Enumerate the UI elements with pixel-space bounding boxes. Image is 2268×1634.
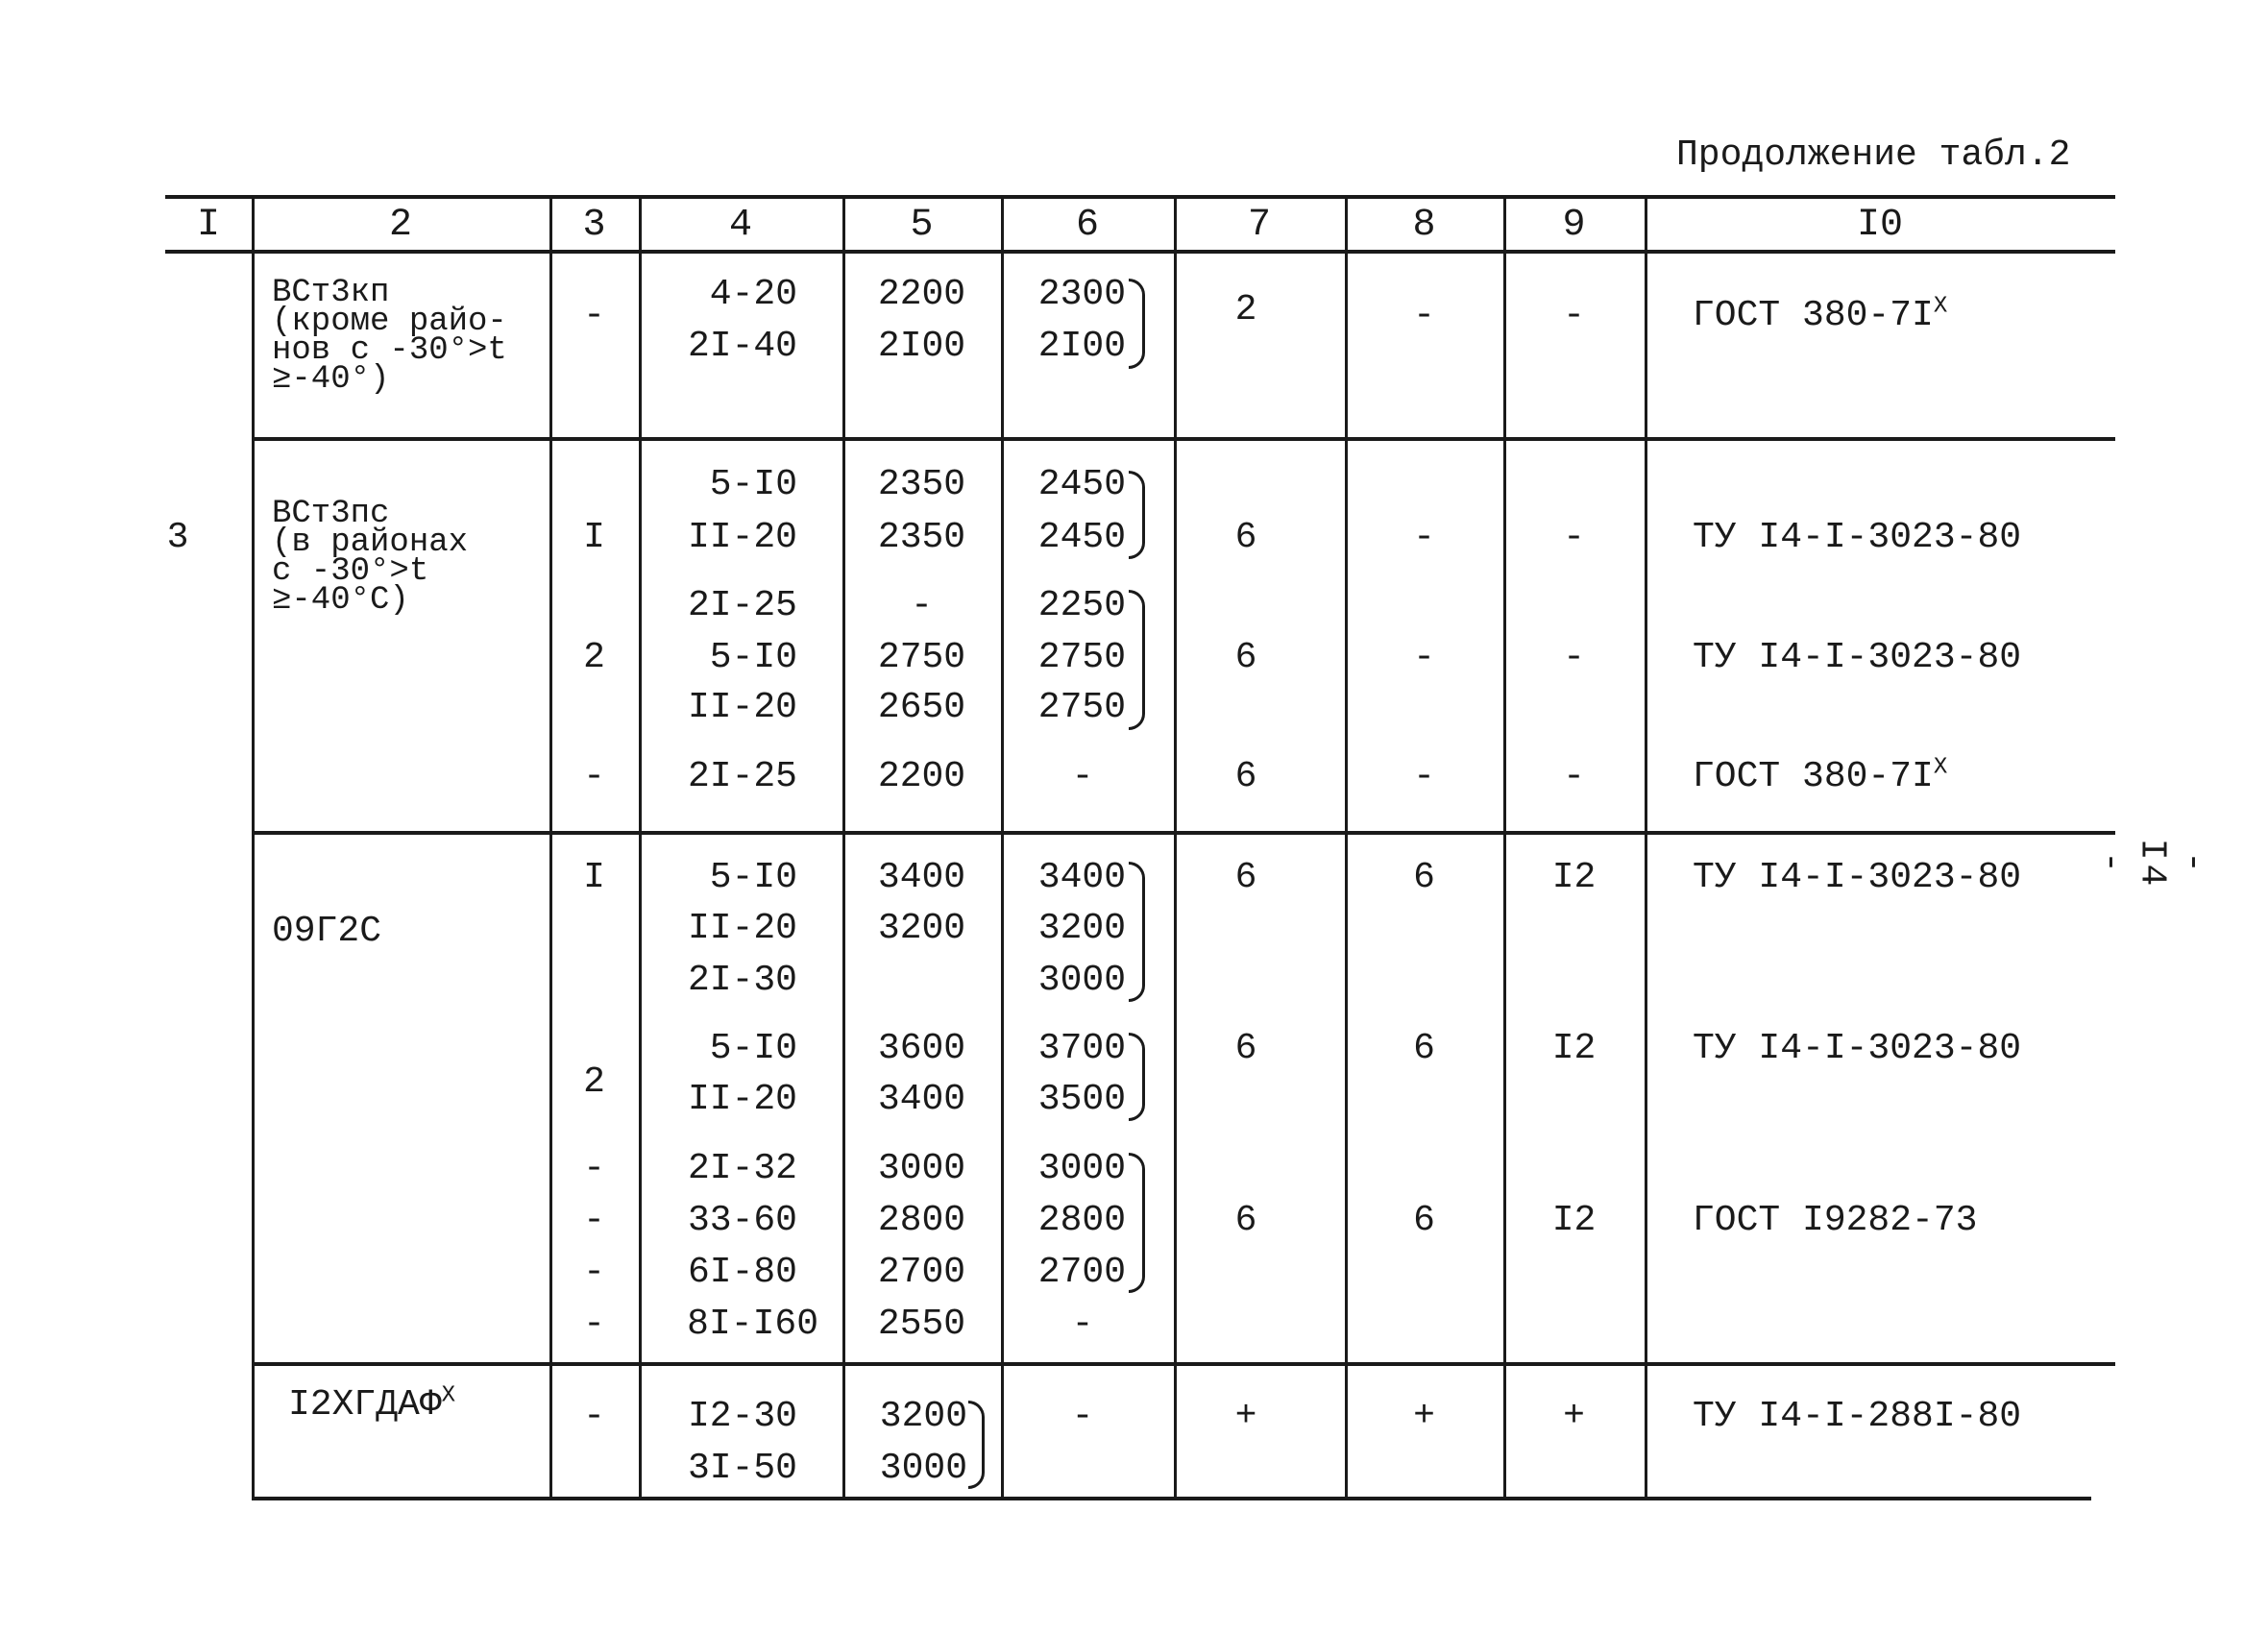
r8-c8: + <box>1413 1396 1435 1437</box>
r7-c6-b: 2800 <box>1037 1200 1126 1241</box>
r8-c10: ТУ I4-I-288I-80 <box>1693 1396 2022 1437</box>
r1-c5-b: 2I00 <box>877 326 966 367</box>
r5-c5-b: 3200 <box>877 908 966 949</box>
rule-header-bottom <box>165 250 2115 254</box>
col-header-1: I <box>196 204 220 247</box>
r1-c5-a: 2200 <box>877 274 966 315</box>
r5-c6-brace <box>1129 862 1145 1002</box>
r4-c8: - <box>1413 756 1435 797</box>
r5-c3: I <box>583 857 605 898</box>
r1-c10-text: ГОСТ 380-7I <box>1693 295 1934 336</box>
col-header-4: 4 <box>728 204 752 247</box>
r5-c4-c: 2I-30 <box>687 960 797 1001</box>
r3-c6-a: 2250 <box>1037 585 1126 626</box>
r6-c3: 2 <box>583 1061 605 1103</box>
rule-row1 <box>252 437 2115 441</box>
r2-c4-a: 5-I0 <box>709 464 797 505</box>
material-vst3kp: ВСт3кп (кроме райо- нов с -30°>t ≥-40°) <box>272 275 507 398</box>
r3-c10: ТУ I4-I-3023-80 <box>1693 637 2022 678</box>
r7-c6-c: 2700 <box>1037 1252 1126 1293</box>
r7-c3-a: - <box>583 1148 605 1189</box>
r8-c4-a: I2-30 <box>687 1396 797 1437</box>
rule-top <box>165 195 2115 199</box>
r6-c7: 6 <box>1234 1028 1257 1069</box>
r7-c4-c: 6I-80 <box>687 1252 797 1293</box>
col-header-6: 6 <box>1075 204 1099 247</box>
r7-c3-d: - <box>583 1304 605 1345</box>
col-header-5: 5 <box>910 204 934 247</box>
r7-c6-brace <box>1129 1153 1145 1293</box>
r7-c4-d: 8I-I60 <box>687 1304 818 1345</box>
r2-c9: - <box>1563 517 1585 558</box>
r3-c5-b: 2750 <box>877 637 966 678</box>
r2-c4-b: II-20 <box>687 517 797 558</box>
r4-c7: 6 <box>1234 756 1257 797</box>
r7-c5-b: 2800 <box>877 1200 966 1241</box>
r6-c5-a: 3600 <box>877 1028 966 1069</box>
r5-c5-a: 3400 <box>877 857 966 898</box>
r5-c4-a: 5-I0 <box>709 857 797 898</box>
r7-c5-d: 2550 <box>877 1304 966 1345</box>
col-header-2: 2 <box>388 204 412 247</box>
r7-c5-a: 3000 <box>877 1148 966 1189</box>
r8-c5-b: 3000 <box>879 1448 967 1489</box>
r1-c6-a: 2300 <box>1037 274 1126 315</box>
r1-c7: 2 <box>1234 289 1257 330</box>
r8-c9: + <box>1563 1396 1585 1437</box>
r3-c4-c: II-20 <box>687 687 797 728</box>
r5-c9: I2 <box>1551 857 1597 898</box>
r5-c7: 6 <box>1234 857 1257 898</box>
material-vst3ps: ВСт3пс (в районах с -30°>t ≥-40°С) <box>272 496 469 619</box>
material-12hgdaf <box>288 1382 456 1426</box>
r1-c4-a: 4-20 <box>709 274 797 315</box>
r7-c10: ГОСТ I9282-73 <box>1693 1200 1978 1241</box>
r8-c3: - <box>583 1396 605 1437</box>
r3-c7: 6 <box>1234 637 1257 678</box>
r6-c6-brace <box>1129 1033 1145 1121</box>
col-header-3: 3 <box>582 204 606 247</box>
r1-c4-b: 2I-40 <box>687 326 797 367</box>
r7-c6-d: - <box>1071 1304 1094 1345</box>
r5-c8: 6 <box>1413 857 1435 898</box>
r4-c3: - <box>583 756 605 797</box>
r1-c3: - <box>583 295 605 336</box>
r7-c8: 6 <box>1413 1200 1435 1241</box>
r6-c8: 6 <box>1413 1028 1435 1069</box>
rule-row2 <box>252 831 2115 835</box>
r7-c5-c: 2700 <box>877 1252 966 1293</box>
col-header-10: I0 <box>1856 204 1903 247</box>
r6-c5-b: 3400 <box>877 1079 966 1120</box>
col-line-6 <box>1174 195 1177 1497</box>
r4-c10-sup: X <box>1933 754 1948 781</box>
r7-c3-b: - <box>583 1200 605 1241</box>
col-line-7 <box>1345 195 1348 1497</box>
page-number: - I4 - <box>2089 838 2214 890</box>
r2-c8: - <box>1413 517 1435 558</box>
r4-c6: - <box>1071 756 1094 797</box>
r3-c6-brace <box>1129 590 1145 730</box>
r3-c4-a: 2I-25 <box>687 585 797 626</box>
r6-c10: ТУ I4-I-3023-80 <box>1693 1028 2022 1069</box>
r6-c4-a: 5-I0 <box>709 1028 797 1069</box>
col-header-9: 9 <box>1562 204 1586 247</box>
r4-c10-text: ГОСТ 380-7I <box>1693 756 1934 797</box>
r3-c6-c: 2750 <box>1037 687 1126 728</box>
r3-c8: - <box>1413 637 1435 678</box>
r7-c7: 6 <box>1234 1200 1257 1241</box>
col-line-1 <box>252 195 255 1497</box>
r1-c8: - <box>1413 295 1435 336</box>
r3-c6-b: 2750 <box>1037 637 1126 678</box>
r2-c5-a: 2350 <box>877 464 966 505</box>
material-12hgdaf-sup: X <box>441 1382 456 1409</box>
r1-c9: - <box>1563 295 1585 336</box>
r1-c6-b: 2I00 <box>1037 326 1126 367</box>
material-12hgdaf-name: I2ХГДАФ <box>288 1384 442 1426</box>
r1-c6-brace <box>1129 279 1145 369</box>
group-label: 3 <box>166 517 189 558</box>
r1-c10 <box>1693 290 1947 342</box>
rule-bottom <box>252 1497 2091 1500</box>
r2-c7: 6 <box>1234 517 1257 558</box>
material-09g2s: 09Г2С <box>272 911 382 952</box>
r5-c10: ТУ I4-I-3023-80 <box>1693 857 2022 898</box>
r6-c6-a: 3700 <box>1037 1028 1126 1069</box>
r8-c4-b: 3I-50 <box>687 1448 797 1489</box>
col-line-8 <box>1503 195 1506 1497</box>
col-header-7: 7 <box>1247 204 1271 247</box>
col-header-8: 8 <box>1412 204 1436 247</box>
rule-row3 <box>252 1362 2115 1366</box>
r4-c5: 2200 <box>877 756 966 797</box>
r4-c9: - <box>1563 756 1585 797</box>
table-caption: Продолжение табл.2 <box>1676 134 2071 176</box>
r2-c6-b: 2450 <box>1037 517 1126 558</box>
r7-c6-a: 3000 <box>1037 1148 1126 1189</box>
r4-c4: 2I-25 <box>687 756 797 797</box>
r8-c7: + <box>1234 1396 1257 1437</box>
r3-c5-a: - <box>911 585 933 626</box>
r2-c6-brace <box>1129 471 1145 559</box>
r5-c6-c: 3000 <box>1037 960 1126 1001</box>
r6-c6-b: 3500 <box>1037 1079 1126 1120</box>
col-line-9 <box>1645 195 1647 1497</box>
r6-c4-b: II-20 <box>687 1079 797 1120</box>
r5-c4-b: II-20 <box>687 908 797 949</box>
r5-c6-b: 3200 <box>1037 908 1126 949</box>
r2-c3: I <box>583 517 605 558</box>
r8-c5-brace <box>968 1401 985 1489</box>
r1-c10-sup: X <box>1933 293 1948 320</box>
r7-c3-c: - <box>583 1252 605 1293</box>
r3-c4-b: 5-I0 <box>709 637 797 678</box>
r2-c10: ТУ I4-I-3023-80 <box>1693 517 2022 558</box>
r8-c5-a: 3200 <box>879 1396 967 1437</box>
r5-c6-a: 3400 <box>1037 857 1126 898</box>
r6-c9: I2 <box>1551 1028 1597 1069</box>
r2-c5-b: 2350 <box>877 517 966 558</box>
r3-c3: 2 <box>583 637 605 678</box>
r3-c5-c: 2650 <box>877 687 966 728</box>
r3-c9: - <box>1563 637 1585 678</box>
r4-c10 <box>1693 751 1947 803</box>
r7-c4-a: 2I-32 <box>687 1148 797 1189</box>
r2-c6-a: 2450 <box>1037 464 1126 505</box>
r8-c6: - <box>1071 1396 1094 1437</box>
r7-c4-b: 33-60 <box>687 1200 797 1241</box>
r7-c9: I2 <box>1551 1200 1597 1241</box>
